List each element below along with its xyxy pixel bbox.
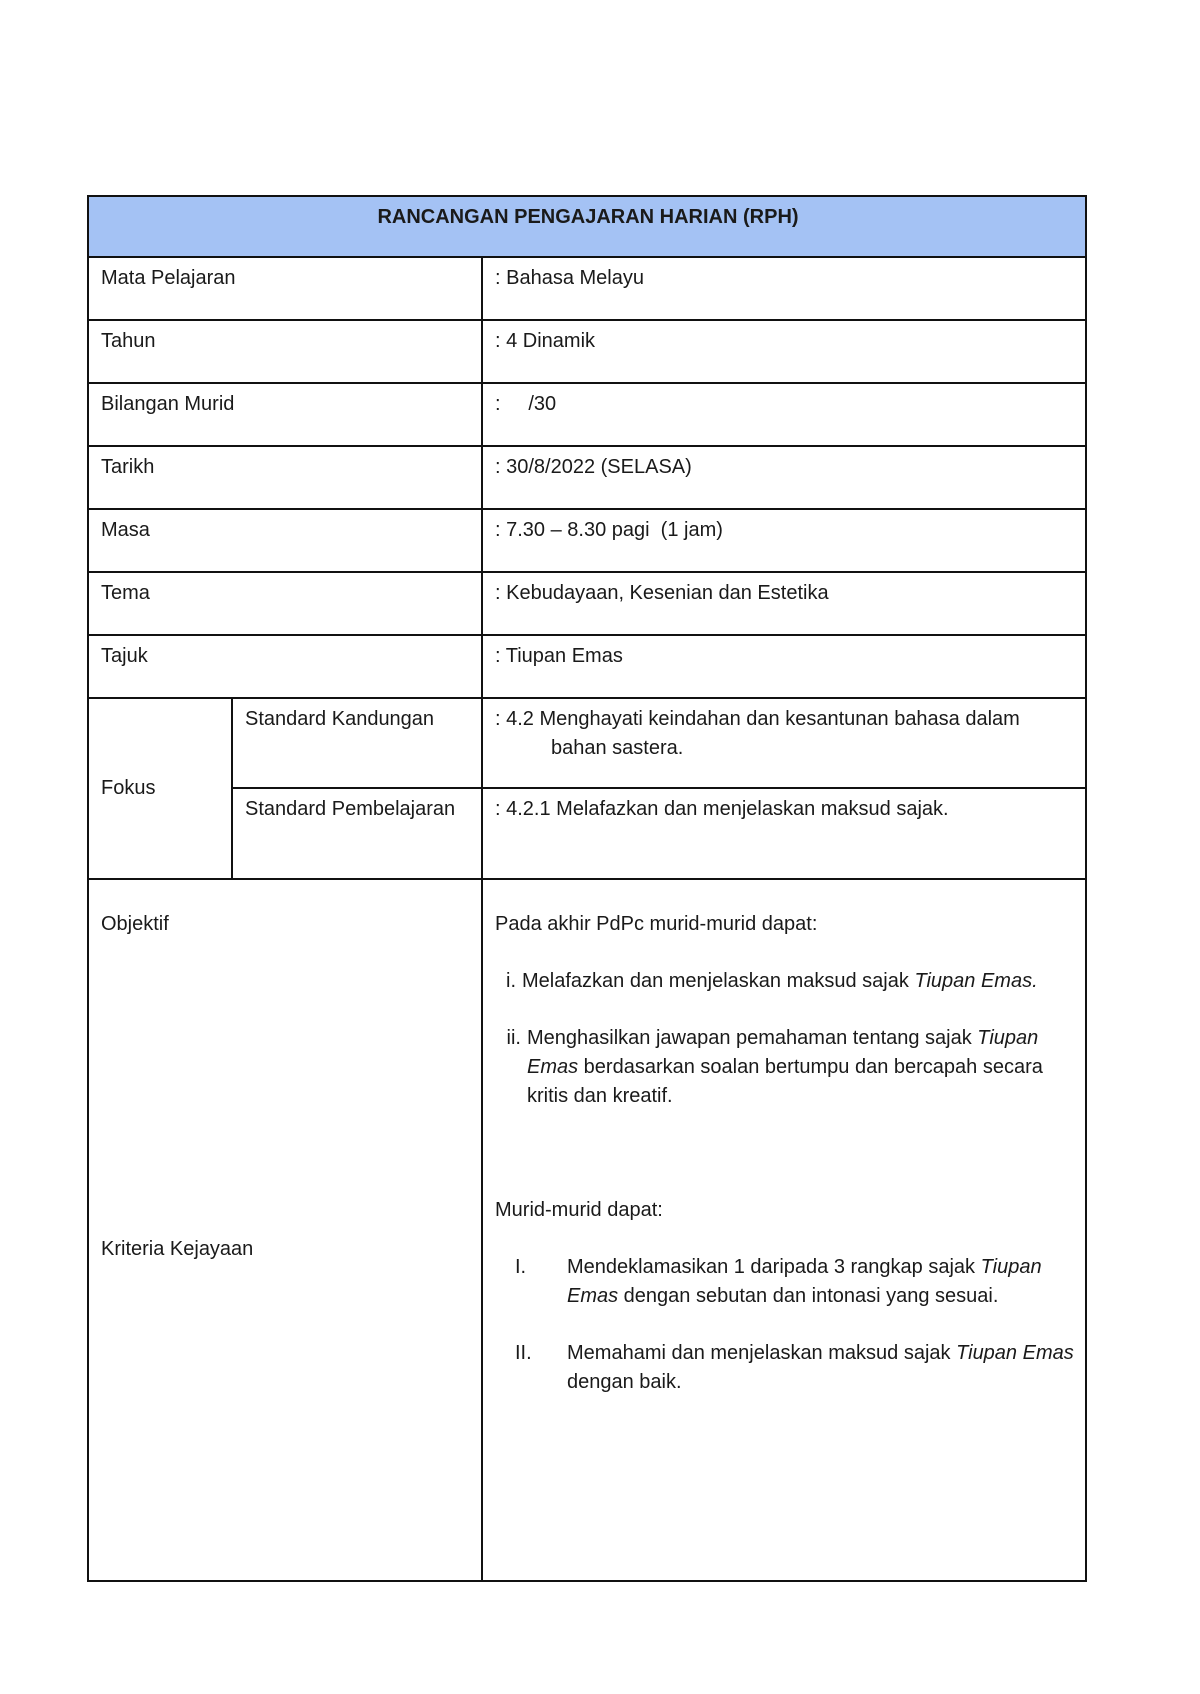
table-row	[88, 572, 1086, 635]
item-text: Mendeklamasikan 1 daripada 3 rangkap sajak Tiupan Emas dengan sebutan dan intonasi yang sesuai.	[567, 1256, 1042, 1307]
rph-table	[87, 195, 1087, 1582]
item-number: II.	[515, 1342, 532, 1364]
kriteria-list	[495, 1253, 1075, 1397]
row-label: Tajuk	[88, 635, 482, 698]
fokus-row-kandungan	[88, 698, 1086, 788]
list-item	[495, 1253, 1075, 1311]
item-number: I.	[515, 1256, 527, 1278]
kriteria-label: Kriteria Kejayaan	[101, 1238, 254, 1260]
table-row	[88, 257, 1086, 320]
objektif-intro: Pada akhir PdPc murid-murid dapat:	[495, 913, 818, 935]
table-row	[88, 446, 1086, 509]
list-item	[495, 1339, 1075, 1397]
standard-kandungan-text: : 4.2 Menghayati keindahan dan kesantunan bahasa dalam bahan sastera.	[495, 708, 1020, 759]
row-label: Tema	[88, 572, 482, 635]
row-label: Tahun	[88, 320, 482, 383]
item-number: i.	[506, 970, 516, 992]
fokus-label: Fokus	[88, 698, 232, 879]
objektif-kriteria-content	[482, 879, 1086, 1581]
row-value: : 7.30 – 8.30 pagi (1 jam)	[482, 509, 1086, 572]
fokus-row-pembelajaran	[88, 788, 1086, 879]
standard-pembelajaran-value: : 4.2.1 Melafazkan dan menjelaskan maksud sajak.	[482, 788, 1086, 879]
objektif-label: Objektif	[101, 913, 169, 935]
rph-document	[87, 195, 1085, 1582]
standard-kandungan-value	[482, 698, 1086, 788]
item-number: ii.	[506, 1027, 521, 1049]
objektif-kriteria-labels	[88, 879, 482, 1581]
table-row	[88, 320, 1086, 383]
standard-kandungan-label: Standard Kandungan	[232, 698, 482, 788]
row-label: Bilangan Murid	[88, 383, 482, 446]
row-label: Mata Pelajaran	[88, 257, 482, 320]
table-row	[88, 383, 1086, 446]
list-item	[495, 1024, 1075, 1111]
row-value: : Kebudayaan, Kesenian dan Estetika	[482, 572, 1086, 635]
table-row	[88, 509, 1086, 572]
row-value: : 30/8/2022 (SELASA)	[482, 446, 1086, 509]
item-text: Melafazkan dan menjelaskan maksud sajak Tiupan Emas.	[522, 970, 1038, 992]
row-label: Tarikh	[88, 446, 482, 509]
standard-pembelajaran-label: Standard Pembelajaran	[232, 788, 482, 879]
objektif-kriteria-row	[88, 879, 1086, 1581]
row-label: Masa	[88, 509, 482, 572]
objektif-list	[495, 967, 1075, 1111]
table-row	[88, 635, 1086, 698]
kriteria-intro: Murid-murid dapat:	[495, 1199, 663, 1221]
row-value: : Tiupan Emas	[482, 635, 1086, 698]
item-text: Memahami dan menjelaskan maksud sajak Tiupan Emas dengan baik.	[567, 1342, 1074, 1393]
table-title: RANCANGAN PENGAJARAN HARIAN (RPH)	[88, 196, 1086, 257]
list-item	[495, 967, 1075, 996]
row-value: : 4 Dinamik	[482, 320, 1086, 383]
row-value: : Bahasa Melayu	[482, 257, 1086, 320]
row-value: : /30	[482, 383, 1086, 446]
item-text: Menghasilkan jawapan pemahaman tentang sajak Tiupan Emas berdasarkan soalan bertumpu dan bercapah secara kritis dan kreatif.	[527, 1027, 1043, 1107]
